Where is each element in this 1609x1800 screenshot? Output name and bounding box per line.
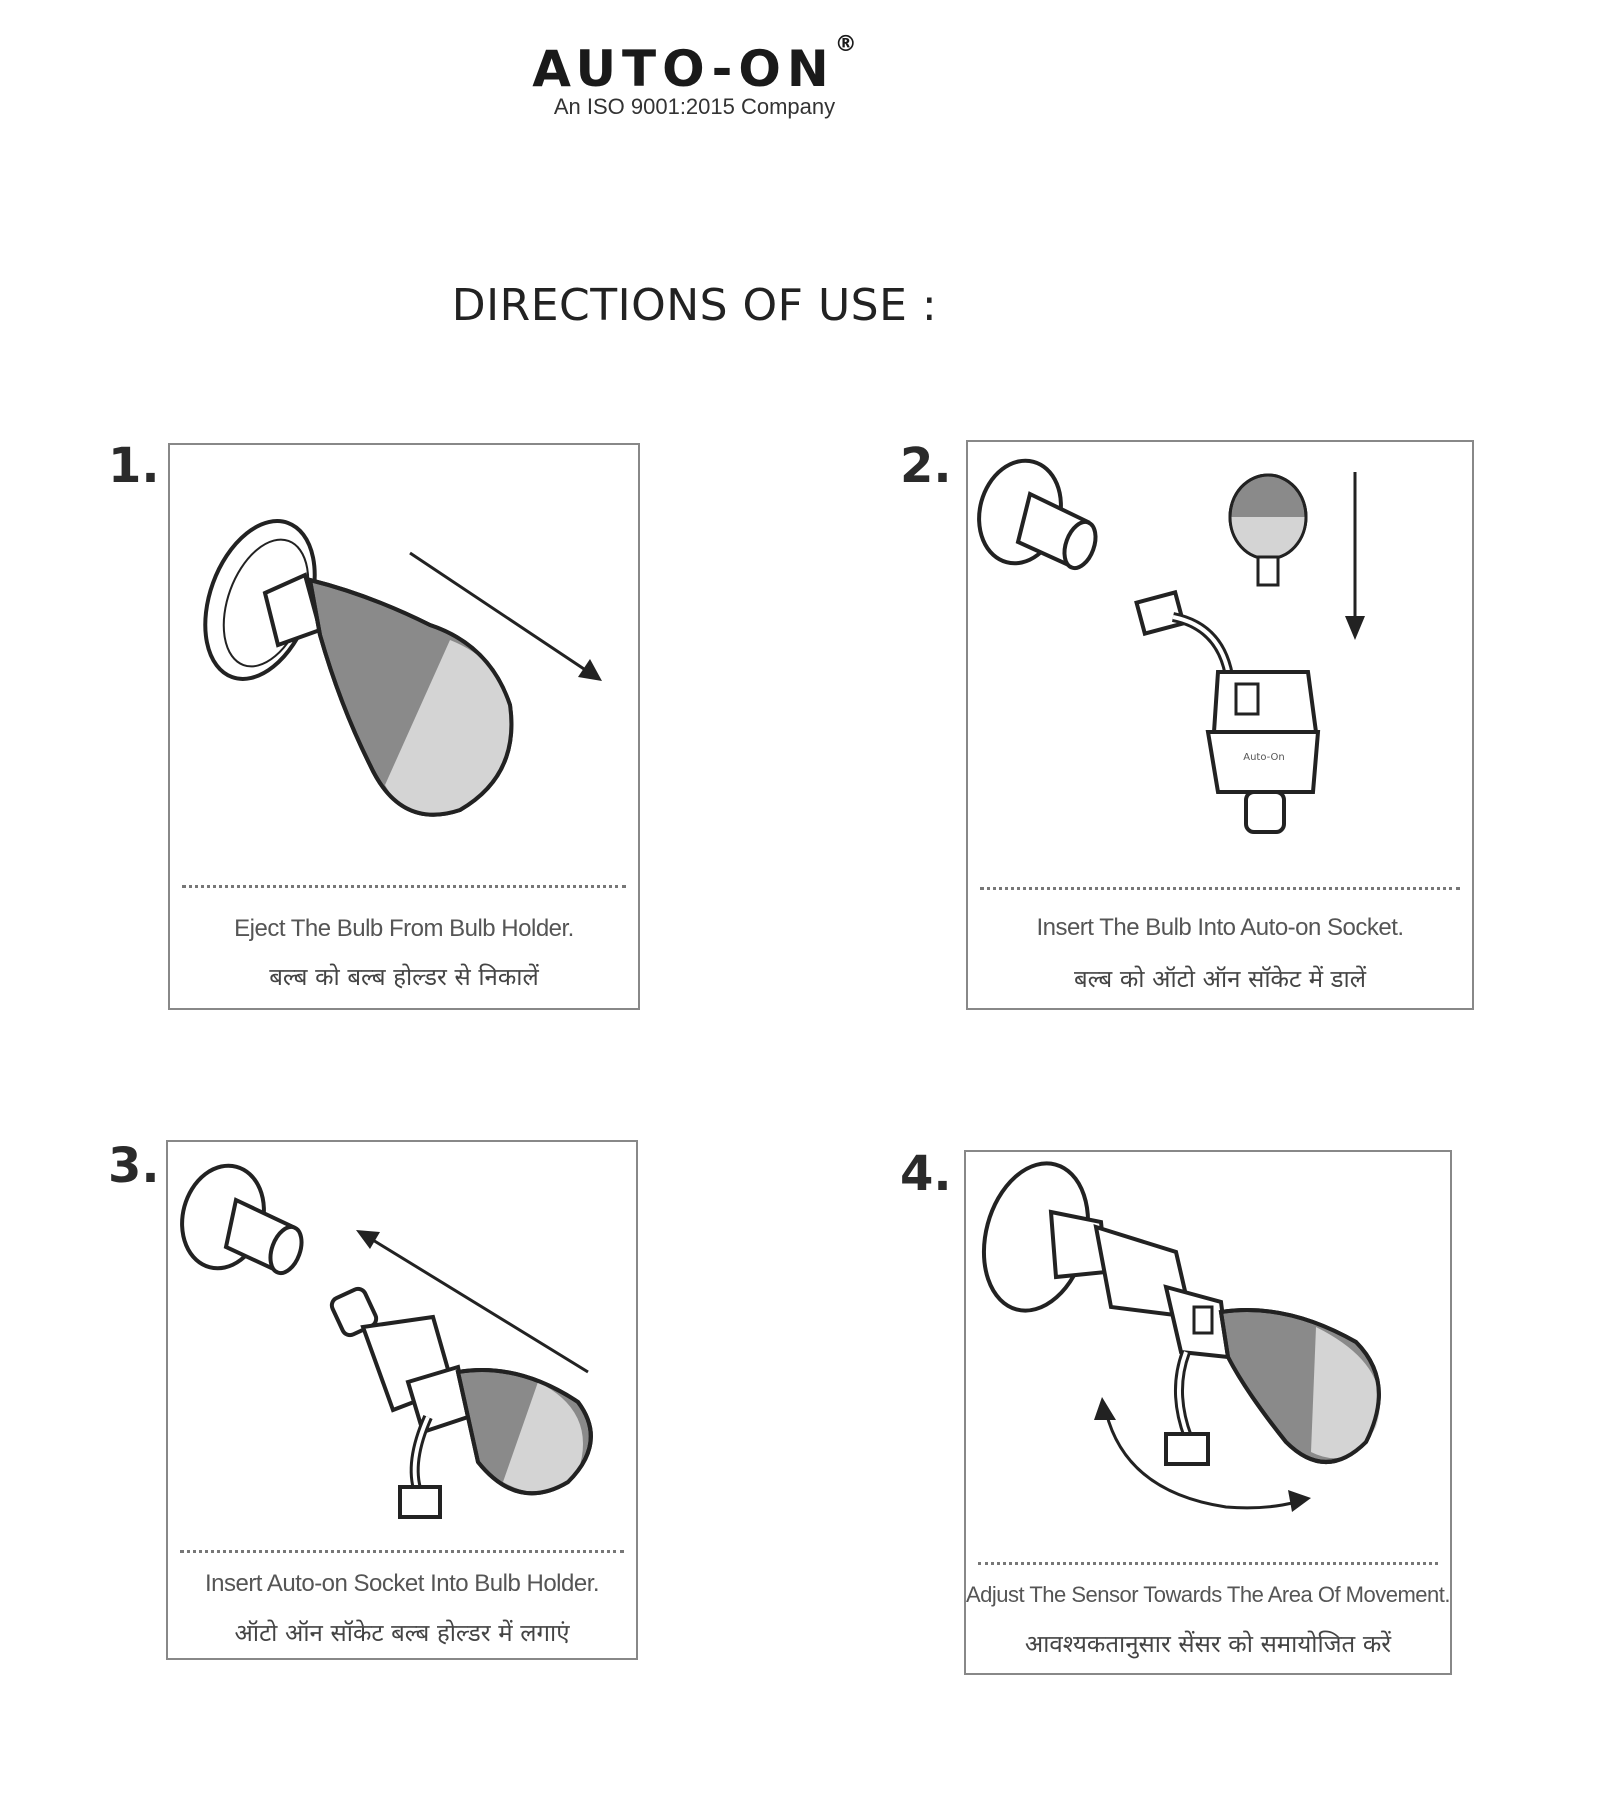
step-1-caption-hi: बल्ब को बल्ब होल्डर से निकालें: [269, 963, 539, 991]
brand-logo: [0, 32, 1609, 124]
registered-mark: ®: [834, 32, 857, 57]
step-1-number: 1.: [108, 438, 160, 494]
step-1-panel: [168, 443, 640, 1010]
brand-name: AUTO-ON®: [532, 32, 857, 98]
bulb-removal-icon: [170, 445, 642, 875]
step-3-caption-hi: ऑटो ऑन सॉकेट बल्ब होल्डर में लगाएं: [234, 1619, 570, 1647]
step-2-caption-en: Insert The Bulb Into Auto-on Socket.: [1036, 914, 1404, 941]
socket-insert-holder-icon: [168, 1142, 640, 1542]
brand-tagline: An ISO 9001:2015 Company: [553, 94, 836, 119]
step-3-divider: [180, 1550, 624, 1553]
step-2-panel: [966, 440, 1474, 1010]
page-title: DIRECTIONS OF USE :: [451, 280, 938, 331]
step-2-divider: [980, 887, 1460, 890]
step-4-divider: [978, 1562, 1438, 1565]
step-4-panel: [964, 1150, 1452, 1675]
bulb-insert-socket-icon: [968, 442, 1476, 872]
step-1-caption-en: Eject The Bulb From Bulb Holder.: [234, 915, 574, 942]
adjust-sensor-icon: [966, 1152, 1454, 1562]
step-4-caption-hi: आवश्यकतानुसार सेंसर को समायोजित करें: [1024, 1630, 1392, 1658]
step-4-caption-en: Adjust The Sensor Towards The Area Of Movement.: [966, 1582, 1450, 1607]
step-2-number: 2.: [900, 438, 952, 494]
step-1-divider: [182, 885, 626, 888]
step-3-number: 3.: [108, 1138, 160, 1194]
svg-text:Auto-On: Auto-On: [1243, 752, 1285, 763]
step-3-caption-en: Insert Auto-on Socket Into Bulb Holder.: [204, 1570, 600, 1597]
step-2-caption-hi: बल्ब को ऑटो ऑन सॉकेट में डालें: [1073, 965, 1367, 993]
step-4-number: 4.: [900, 1146, 952, 1202]
step-3-panel: [166, 1140, 638, 1660]
